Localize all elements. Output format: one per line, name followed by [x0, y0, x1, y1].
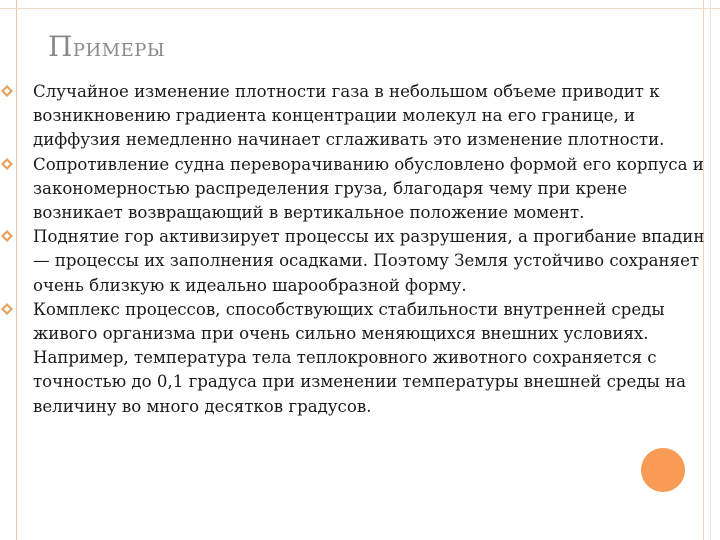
frame-line-top [0, 8, 720, 9]
bullet-list [0, 80, 720, 419]
bullet-text: Случайное изменение плотности газа в небольшом объеме приводит к возникновению градиента концентрации молекул на его границе, и диффузия немедленно начинает сглаживать это изменение плотности. [33, 82, 665, 150]
bullet-item-homeostasis [0, 298, 713, 419]
bullet-text: Комплекс процессов, способствующих стабильности внутренней среды живого организма при очень сильно меняющихся внешних условиях. Например, температура тела теплокровного животного сохраняется с точностью до 0,1 градуса при изменении температуры внешней среды на величину во много десятков градусов. [33, 299, 687, 416]
bullet-item-mountains [0, 225, 713, 298]
slide-title [48, 30, 165, 63]
bullet-text: Сопротивление судна переворачиванию обусловлено формой его корпуса и закономерностью распределения груза, благодаря чему при крене возникает возвращающий в вертикальное положение момент. [33, 154, 704, 223]
bullet-diamond-icon [0, 157, 14, 171]
bullet-diamond-icon [0, 229, 14, 243]
slide-title-rest: РИМЕРЫ [72, 40, 166, 61]
bullet-text: Поднятие гор активизирует процессы их разрушения, а прогибание впадин — процессы их заполнения осадками. Поэтому Земля устойчиво сохраняет очень близкую к идеально шарообразной форму. [33, 227, 705, 295]
accent-circle [641, 448, 685, 492]
bullet-item-ship-stability [0, 153, 713, 226]
slide-title-initial: П [48, 30, 73, 63]
bullet-diamond-icon [0, 84, 14, 98]
bullet-item-gas-density [0, 80, 713, 153]
bullet-diamond-icon [0, 302, 14, 316]
